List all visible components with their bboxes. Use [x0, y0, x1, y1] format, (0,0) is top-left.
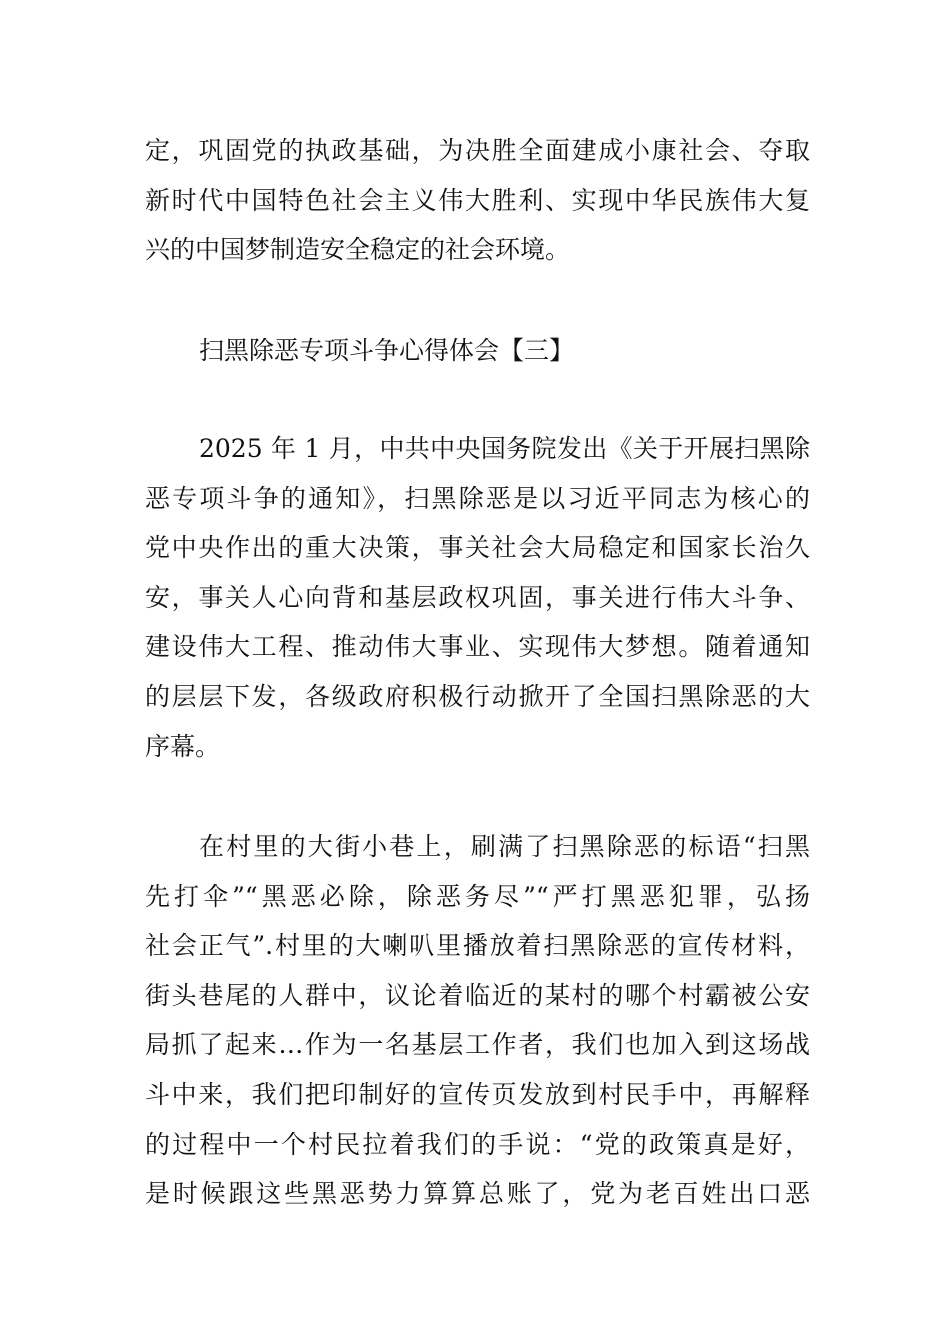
- paragraph-2: [145, 424, 810, 771]
- paragraph-continuation: [145, 126, 810, 275]
- text-line: 的过程中一个村民拉着我们的手说：“党的政策真是好，: [145, 1129, 810, 1159]
- text-line: 先打伞”“黑恶必除，除恶务尽”“严打黑恶犯罪，弘扬: [145, 881, 810, 911]
- text-line: 党中央作出的重大决策，事关社会大局稳定和国家长治久: [145, 533, 810, 563]
- text-line: 是时候跟这些黑恶势力算算总账了，党为老百姓出口恶: [145, 1179, 810, 1209]
- text-line: 的层层下发，各级政府积极行动掀开了全国扫黑除恶的大: [145, 681, 810, 711]
- text-line: 斗中来，我们把印制好的宣传页发放到村民手中，再解释: [145, 1079, 810, 1109]
- section-heading-text: 扫黑除恶专项斗争心得体会【三】: [199, 336, 575, 365]
- text-line: 社会正气”.村里的大喇叭里播放着扫黑除恶的宣传材料，: [145, 931, 810, 961]
- text-line: 恶专项斗争的通知》，扫黑除恶是以习近平同志为核心的: [145, 483, 810, 513]
- text-line: 兴的中国梦制造安全稳定的社会环境。: [145, 235, 571, 265]
- text-line: 局抓了起来…作为一名基层工作者，我们也加入到这场战: [145, 1030, 810, 1060]
- section-heading: [145, 326, 810, 376]
- text-line: 序幕。: [145, 731, 221, 761]
- text-line: 安，事关人心向背和基层政权巩固，事关进行伟大斗争、: [145, 582, 810, 612]
- text-line: 定，巩固党的执政基础，为决胜全面建成小康社会、夺取: [145, 136, 810, 165]
- text-line: 街头巷尾的人群中，议论着临近的某村的哪个村霸被公安: [145, 980, 810, 1010]
- text-line: 在村里的大街小巷上，刷满了扫黑除恶的标语“扫黑: [199, 832, 810, 861]
- paragraph-3: [145, 822, 810, 1219]
- text-line: 建设伟大工程、推动伟大事业、实现伟大梦想。随着通知: [145, 632, 810, 662]
- text-line: 新时代中国特色社会主义伟大胜利、实现中华民族伟大复: [145, 185, 810, 215]
- text-line: 2025 年 1 月，中共中央国务院发出《关于开展扫黑除: [199, 434, 810, 463]
